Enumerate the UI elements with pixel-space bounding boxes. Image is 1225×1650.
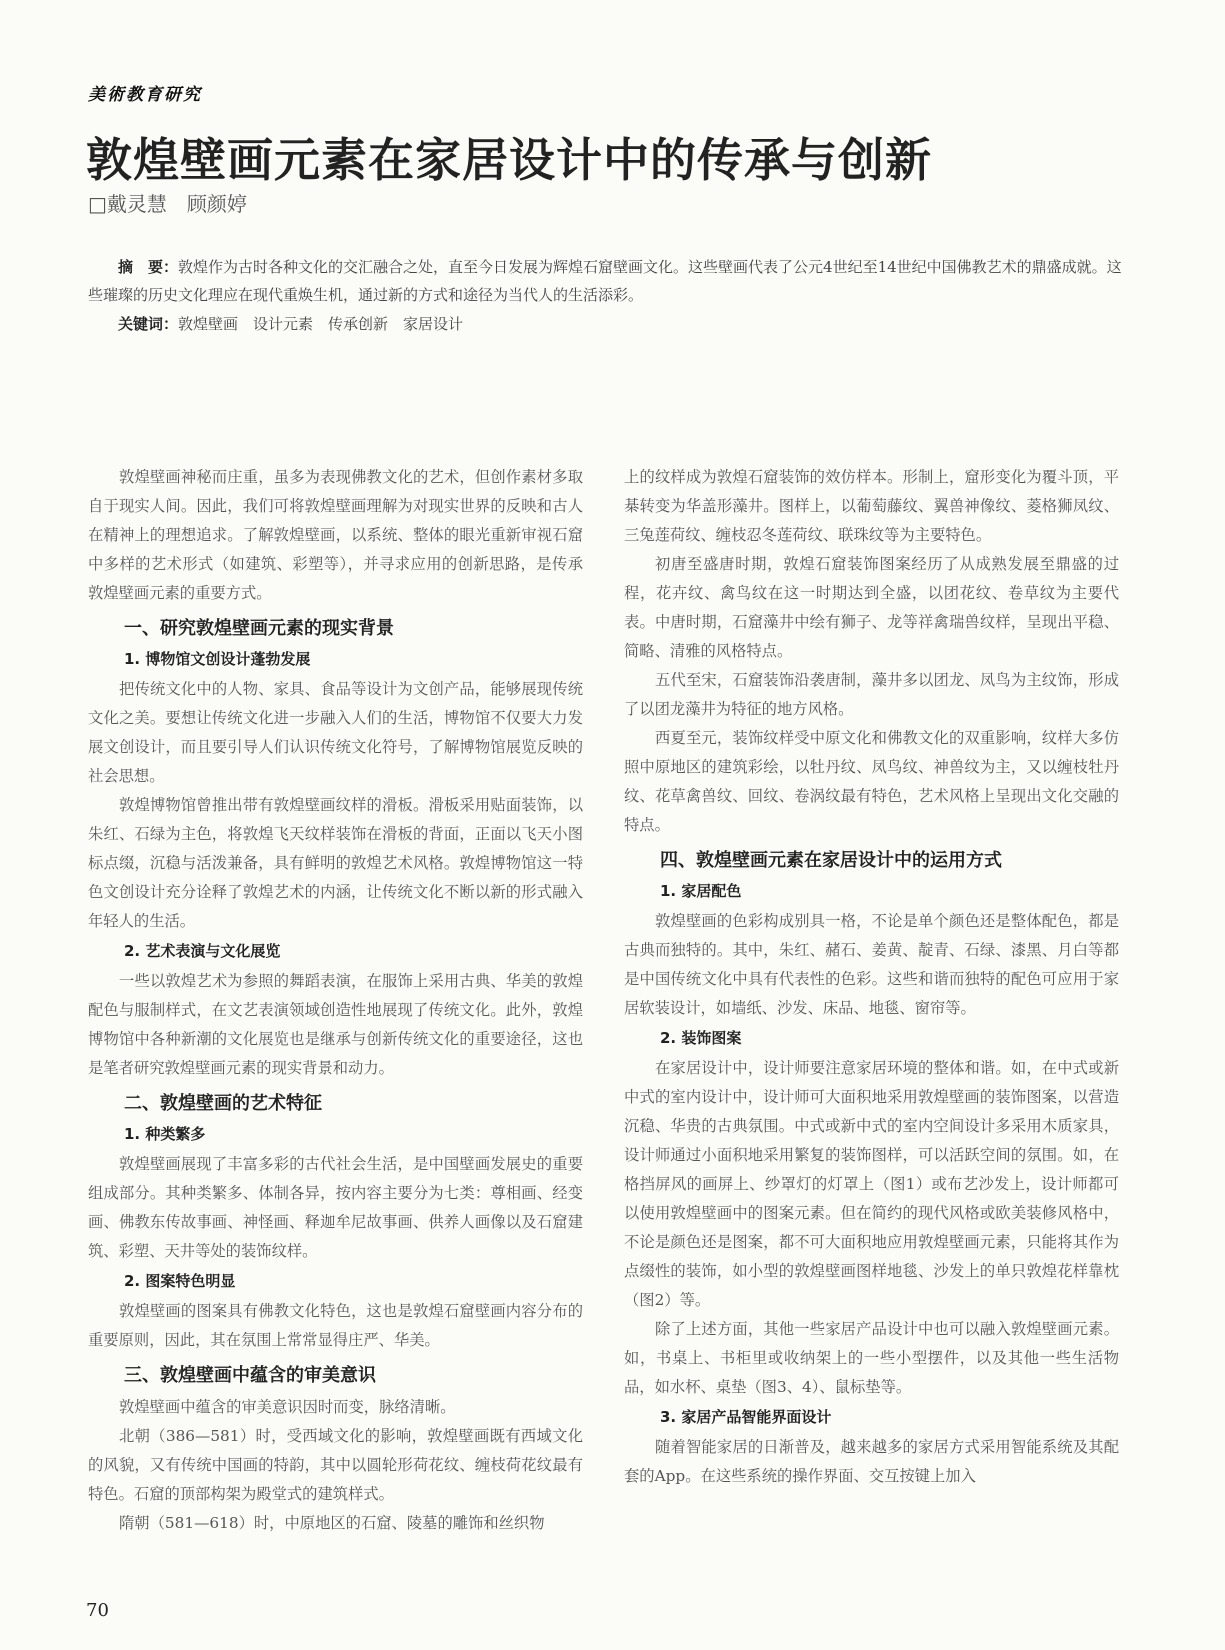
paragraph: 随着智能家居的日渐普及，越来越多的家居方式采用智能系统及其配套的App。在这些系统的操作界面、交互按键上加入 [624,1438,1119,1485]
paragraph: 敦煌博物馆曾推出带有敦煌壁画纹样的滑板。滑板采用贴面装饰，以朱红、石绿为主色，将敦煌飞天纹样装饰在滑板的背面，正面以飞天小图标点缀，沉稳与活泼兼备，具有鲜明的敦煌艺术风格。敦煌博物馆这一特色文创设计充分诠释了敦煌艺术的内涵，让传统文化不断以新的形式融入年轻人的生活。 [88,796,583,930]
paragraph: 北朝（386—581）时，受西域文化的影响，敦煌壁画既有西域文化的风貌，又有传统中国画的特韵，其中以圆轮形荷花纹、缠枝荷花纹最有特色。石窟的顶部构架为殿堂式的建筑样式。 [88,1427,583,1503]
left-column [88,463,583,1538]
subsection-heading: 2. 艺术表演与文化展览 [124,942,281,960]
section-heading: 四、敦煌壁画元素在家居设计中的运用方式 [660,850,1002,871]
paragraph: 敦煌壁画的色彩构成别具一格，不论是单个颜色还是整体配色，都是古典而独特的。其中，朱红、赭石、姜黄、靛青、石绿、漆黑、月白等都是中国传统文化中具有代表性的色彩。这些和谐而独特的配色可应用于家居软装设计，如墙纸、沙发、床品、地毯、窗帘等。 [624,912,1119,1017]
paragraph: 一些以敦煌艺术为参照的舞蹈表演，在服饰上采用古典、华美的敦煌配色与服制样式，在文艺表演领域创造性地展现了传统文化。此外，敦煌博物馆中各种新潮的文化展览也是继承与创新传统文化的重要途径，这也是笔者研究敦煌壁画元素的现实背景和动力。 [88,972,583,1077]
section-heading: 二、敦煌壁画的艺术特征 [124,1093,322,1114]
paragraph: 五代至宋，石窟装饰沿袭唐制，藻井多以团龙、凤鸟为主纹饰，形成了以团龙藻井为特征的地方风格。 [624,671,1119,718]
page-number: 70 [86,1600,109,1621]
abstract-text: 敦煌作为古时各种文化的交汇融合之处，直至今日发展为辉煌石窟壁画文化。这些壁画代表了公元4世纪至14世纪中国佛教艺术的鼎盛成就。这些璀璨的历史文化理应在现代重焕生机，通过新的方式和途径为当代人的生活添彩。 [88,258,1122,304]
paragraph: 敦煌壁画的图案具有佛教文化特色，这也是敦煌石窟壁画内容分布的重要原则，因此，其在氛围上常常显得庄严、华美。 [88,1302,583,1349]
subsection-heading: 1. 种类繁多 [124,1125,206,1143]
paragraph: 把传统文化中的人物、家具、食品等设计为文创产品，能够展现传统文化之美。要想让传统文化进一步融入人们的生活，博物馆不仅要大力发展文创设计，而且要引导人们认识传统文化符号，了解博物馆展览反映的社会思想。 [88,680,583,785]
paragraph: 在家居设计中，设计师要注意家居环境的整体和谐。如，在中式或新中式的室内设计中，设计师可大面积地采用敦煌壁画的装饰图案，以营造沉稳、华贵的古典氛围。中式或新中式的室内空间设计多采用木质家具，设计师通过小面积地采用繁复的装饰图样，可以活跃空间的氛围。如，在格挡屏风的画屏上、纱罩灯的灯罩上（图1）或布艺沙发上，设计师都可以使用敦煌壁画中的图案元素。但在简约的现代风格或欧美装修风格中，不论是颜色还是图案，都不可大面积地应用敦煌壁画元素，只能将其作为点缀性的装饰，如小型的敦煌壁画图样地毯、沙发上的单只敦煌花样靠枕（图2）等。 [624,1059,1119,1309]
journal-name: 美術教育研究 [88,85,202,105]
keywords [118,313,463,334]
keywords-text: 敦煌壁画 设计元素 传承创新 家居设计 [178,315,464,333]
subsection-heading: 1. 博物馆文创设计蓬勃发展 [124,650,311,668]
article-authors: □戴灵慧 顾颜婷 [88,192,247,216]
article-title: 敦煌壁画元素在家居设计中的传承与创新 [86,133,932,187]
paragraph: 除了上述方面，其他一些家居产品设计中也可以融入敦煌壁画元素。如，书桌上、书柜里或收纳架上的一些小型摆件，以及其他一些生活物品，如水杯、桌垫（图3、4）、鼠标垫等。 [624,1320,1119,1396]
subsection-heading: 2. 图案特色明显 [124,1272,236,1290]
section-heading: 三、敦煌壁画中蕴含的审美意识 [124,1365,376,1386]
paragraph: 敦煌壁画展现了丰富多彩的古代社会生活，是中国壁画发展史的重要组成部分。其种类繁多、体制各异，按内容主要分为七类：尊相画、经变画、佛教东传故事画、神怪画、释迦牟尼故事画、供养人画像以及石窟建筑、彩塑、天井等处的装饰纹样。 [88,1155,583,1260]
keywords-label: 关键词： [118,315,179,333]
paragraph: 西夏至元，装饰纹样受中原文化和佛教文化的双重影响，纹样大多仿照中原地区的建筑彩绘，以牡丹纹、凤鸟纹、神兽纹为主，又以缠枝牡丹纹、花草禽兽纹、回纹、卷涡纹最有特色，艺术风格上呈现出文化交融的特点。 [624,729,1119,834]
section-heading: 一、研究敦煌壁画元素的现实背景 [124,618,394,639]
paragraph: 敦煌壁画神秘而庄重，虽多为表现佛教文化的艺术，但创作素材多取自于现实人间。因此，我们可将敦煌壁画理解为对现实世界的反映和古人在精神上的理想追求。了解敦煌壁画，以系统、整体的眼光重新审视石窟中多样的艺术形式（如建筑、彩塑等），并寻求应用的创新思路，是传承敦煌壁画元素的重要方式。 [88,468,583,602]
subsection-heading: 2. 装饰图案 [660,1029,742,1047]
paragraph: 敦煌壁画中蕴含的审美意识因时而变，脉络清晰。 [119,1398,456,1416]
subsection-heading: 1. 家居配色 [660,882,742,900]
abstract [88,253,1123,309]
subsection-heading: 3. 家居产品智能界面设计 [660,1408,832,1426]
paragraph: 上的纹样成为敦煌石窟装饰的效仿样本。形制上，窟形变化为覆斗顶，平棊转变为华盖形藻井。图样上，以葡萄藤纹、翼兽神像纹、菱格狮凤纹、三兔莲荷纹、缠枝忍冬莲荷纹、联珠纹等为主要特色。 [624,468,1119,544]
paragraph: 初唐至盛唐时期，敦煌石窟装饰图案经历了从成熟发展至鼎盛的过程，花卉纹、禽鸟纹在这一时期达到全盛，以团花纹、卷草纹为主要代表。中唐时期，石窟藻井中绘有狮子、龙等祥禽瑞兽纹样，呈现出平稳、简略、清雅的风格特点。 [624,555,1119,660]
right-column [624,463,1119,1491]
paragraph: 隋朝（581—618）时，中原地区的石窟、陵墓的雕饰和丝织物 [119,1514,545,1532]
abstract-label: 摘 要： [118,258,179,276]
